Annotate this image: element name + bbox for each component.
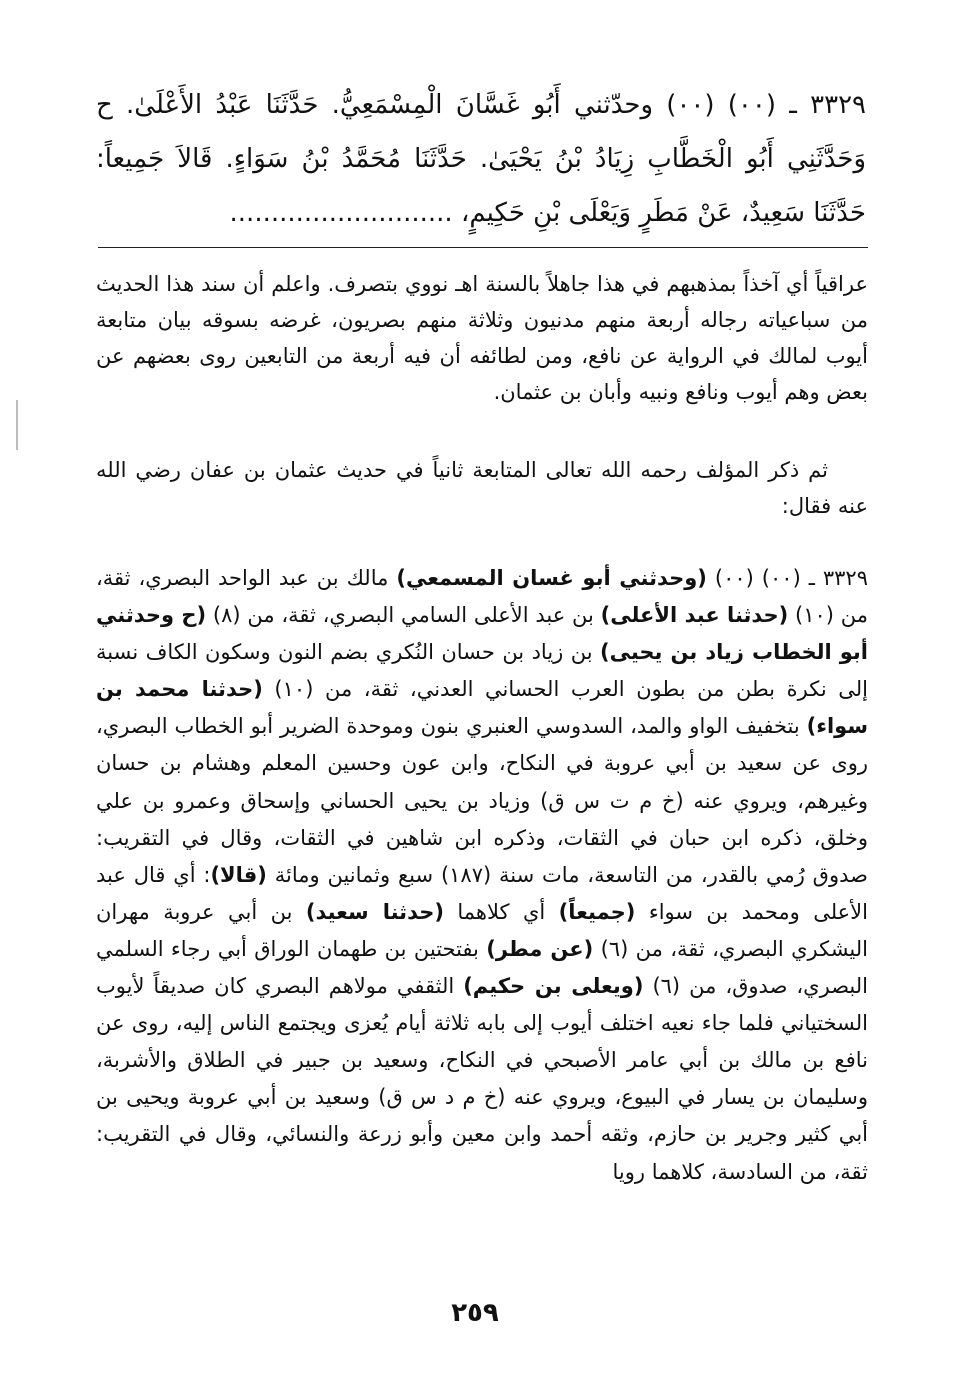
commentary-text: أي كلاهما: [457, 899, 546, 924]
commentary-text: بن أبي عروبة مهران اليشكري البصري، ثقة، من (٦): [96, 899, 868, 961]
narrator-yala-bin-hakim: (ويعلى بن حكيم): [463, 974, 644, 999]
term-jamian: (جميعاً): [558, 899, 636, 924]
narrator-matar: (عن مطر): [486, 936, 594, 961]
narrator-muhammad-bin-sawa: (حدثنا محمد بن سواء): [96, 677, 868, 739]
commentary-paragraph-2: ثم ذكر المؤلف رحمه الله تعالى المتابعة ثانياً في حديث عثمان بن عفان رضي الله عنه فقال:: [96, 458, 868, 518]
hadith-number: ٣٣٢٩ ـ (٠٠) (٠٠): [714, 566, 868, 590]
commentary-text: بفتحتين بن طهمان الوراق أبي رجاء السلمي البصري، صدوق، من (٦): [96, 936, 868, 999]
narrator-said: (حدثنا سعيد): [305, 899, 444, 924]
commentary-text: : أي قال عبد الأعلى ومحمد بن سواء: [96, 862, 868, 924]
commentary-paragraph-1: عراقياً أي آخذاً بمذهبهم في هذا جاهلاً بالسنة اهـ نووي بتصرف. واعلم أن سند هذا الحديث من سباعياته رجاله أربعة منهم مدنيون وثلاثة منهم بصريون، غرضه بسوقه بيان متابعة أيوب لمالك في الرواية عن نافع، ومن لطائفه أن فيه أربعة من التابعين روى بعضهم عن بعض وهم أيوب ونافع ونبيه وأبان بن عثمان.: [96, 272, 868, 404]
page-number: ٢٥٩: [451, 1298, 499, 1328]
commentary-paragraph-3: [96, 560, 868, 1191]
scan-margin-mark: [16, 400, 18, 450]
commentary-text: بتخفيف الواو والمد، السدوسي العنبري بنون وموحدة الضرير أبو الخطاب البصري، روى عن سعيد بن أبي عروبة في النكاح، وابن عون وحسين المعلم وهشام بن حسان وغيرهم، ويروي عنه (خ م ت س ق) وزياد بن يحيى الحساني وإسحاق وعمرو بن علي وخلق، ذكره ابن حبان في الثقات، وذكره ابن شاهين في الثقات، وقال في التقريب: صدوق رُمي بالقدر، من التاسعة، مات سنة (١٨٧) سبع وثمانين ومائة: [96, 714, 868, 887]
hadith-text: ٣٣٢٩ ـ (٠٠) (٠٠) وحدّثني أَبُو غَسَّانَ الْمِسْمَعِيُّ. حَدَّثَنَا عَبْدُ الأَعْلَىٰ. ح وَحَدَّثَنِي أَبُو الْخَطَّابِ زِيَادُ بْنُ يَحْيَىٰ. حَدَّثَنَا مُحَمَّدُ بْنُ سَوَاءٍ. قَالاَ جَمِيعاً: حَدَّثَنَا سَعِيدٌ، عَنْ مَطَرٍ وَيَعْلَى بْنِ حَكِيمٍ، ...........................: [96, 90, 866, 228]
narrator-abd-al-ala: (حدثنا عبد الأعلى): [600, 603, 789, 628]
footnote-divider: [98, 247, 868, 248]
commentary-text: بن زياد بن حسان النُكري بضم النون وسكون الكاف نسبة إلى نكرة بطن من بطون العرب الحساني العدني، ثقة، من (١٠): [96, 640, 868, 702]
narrator-abu-al-khattab: (ح وحدثني أبو الخطاب زياد بن يحيى): [96, 603, 868, 665]
term-qala: (قالا): [210, 862, 267, 887]
commentary-text: مالك بن عبد الواحد البصري، ثقة، من (١٠): [96, 566, 868, 628]
commentary-text: بن عبد الأعلى السامي البصري، ثقة، من (٨): [212, 603, 594, 628]
narrator-abu-ghassan: (وحدثني أبو غسان المسمعي): [396, 566, 707, 590]
commentary-text: الثقفي مولاهم البصري كان صديقاً لأيوب السختياني فلما جاء نعيه اختلف أيوب إلى بابه ثلاثة أيام يُعزى ويجتمع الناس إليه، روى عن نافع بن مالك بن أبي عامر الأصبحي في النكاح، وسعيد بن جبير في الطلاق والأشربة، وسليمان بن يسار في البيوع، ويروي عنه (خ م د س ق) وسعيد بن أبي عروبة ويحيى بن أبي كثير وجرير بن حازم، وثقه أحمد وابن معين وأبو زرعة والنسائي، وقال في التقريب: ثقة، من السادسة، كلاهما رويا: [96, 974, 868, 1184]
